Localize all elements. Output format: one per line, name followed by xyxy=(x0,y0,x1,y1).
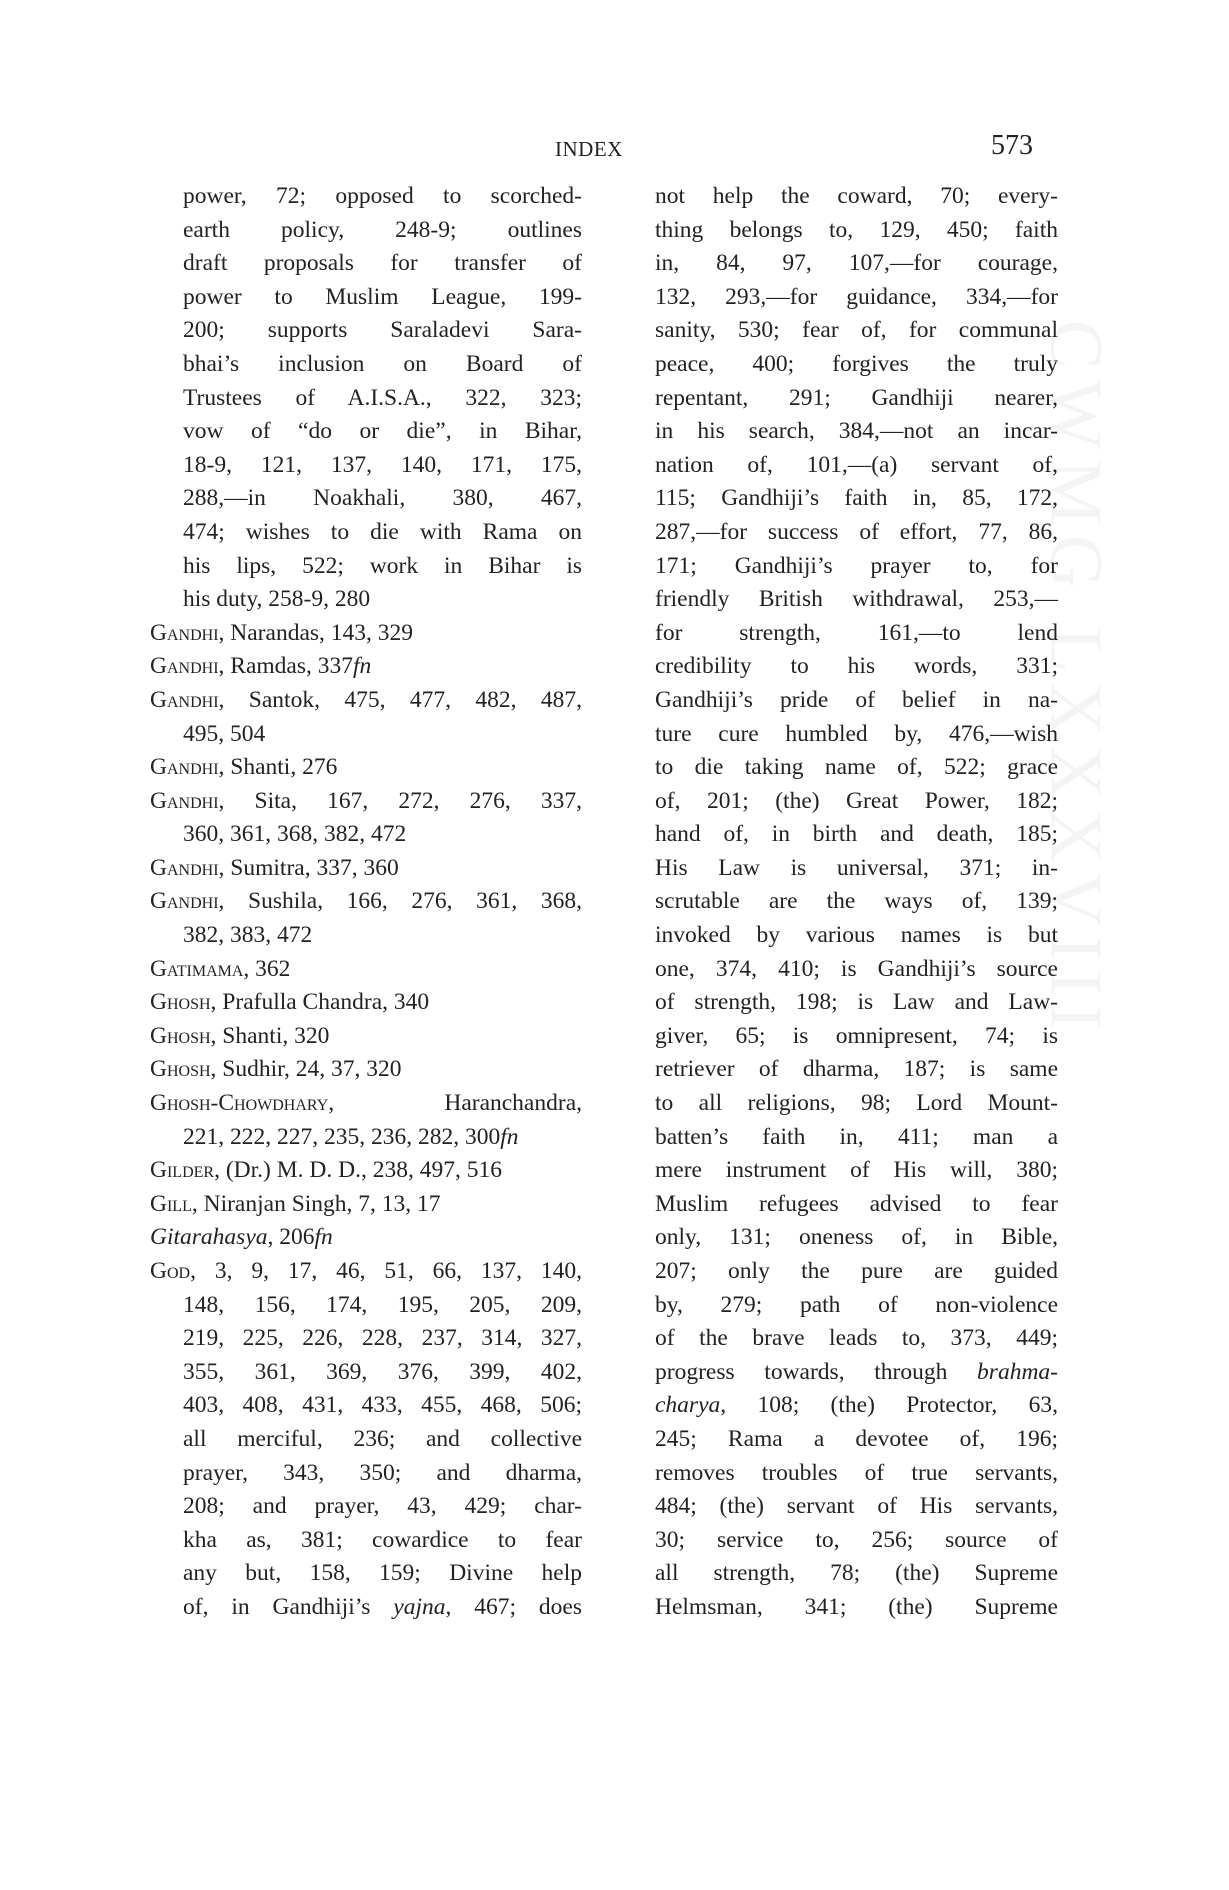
index-text: , (Dr.) M. D. D., 238, 497, 516 xyxy=(214,1157,502,1184)
index-text: 221, 222, 227, 235, 236, 282, 300 xyxy=(183,1123,501,1150)
index-line xyxy=(150,348,582,382)
index-line xyxy=(150,1221,582,1255)
index-text: of the brave leads to, 373, 449; xyxy=(655,1325,1058,1352)
index-text: 495, 504 xyxy=(183,720,266,747)
index-text: retriever of dharma, 187; is same xyxy=(655,1056,1058,1083)
index-line xyxy=(655,1188,1058,1222)
index-line xyxy=(655,751,1058,785)
index-text: for strength, 161,—to lend xyxy=(655,619,1058,646)
index-text: 132, 293,—for guidance, 334,—for xyxy=(655,283,1058,310)
index-line xyxy=(655,1591,1058,1625)
index-line xyxy=(655,415,1058,449)
index-text: scrutable are the ways of, 139; xyxy=(655,888,1058,915)
running-head: INDEX xyxy=(555,137,623,161)
index-text: all merciful, 236; and collective xyxy=(183,1425,582,1452)
index-text: , 467; does xyxy=(445,1593,582,1620)
index-line xyxy=(655,1053,1058,1087)
index-line xyxy=(150,1490,582,1524)
index-line xyxy=(150,986,582,1020)
index-text: 219, 225, 226, 228, 237, 314, 327, xyxy=(183,1325,582,1352)
index-line xyxy=(655,1154,1058,1188)
index-text: credibility to his words, 331; xyxy=(655,653,1058,680)
index-text: brahma- xyxy=(977,1358,1058,1385)
index-line xyxy=(655,919,1058,953)
index-line xyxy=(150,718,582,752)
index-line xyxy=(150,550,582,584)
index-line xyxy=(655,1020,1058,1054)
index-text: hand of, in birth and death, 185; xyxy=(655,821,1058,848)
index-text: 207; only the pure are guided xyxy=(655,1258,1058,1284)
index-text: by, 279; path of non-violence xyxy=(655,1291,1058,1318)
index-line xyxy=(150,1255,582,1289)
index-text: not help the coward, 70; every- xyxy=(655,183,1058,209)
index-text: 115; Gandhiji’s faith in, 85, 172, xyxy=(655,485,1058,512)
index-line xyxy=(655,885,1058,919)
watermark-text: CWMG LXXXVIII xyxy=(1034,320,1117,1040)
index-text: vow of “do or die”, in Bihar, xyxy=(183,418,582,445)
index-text: of, in Gandhiji’s xyxy=(183,1593,394,1620)
index-text: fn xyxy=(500,1123,519,1150)
index-heading: Gandhi xyxy=(150,653,219,680)
index-text: fn xyxy=(353,653,372,680)
index-line xyxy=(150,1020,582,1054)
index-heading: Gilder xyxy=(150,1157,215,1184)
index-line xyxy=(150,1591,582,1625)
index-text: bhai’s inclusion on Board of xyxy=(183,350,582,377)
index-text: , Sita, 167, 272, 276, 337, xyxy=(218,787,582,814)
index-text: 474; wishes to die with Rama on xyxy=(183,518,582,545)
index-text: fn xyxy=(314,1224,333,1251)
index-line xyxy=(150,1154,582,1188)
index-text: , Shanti, 320 xyxy=(210,1022,330,1049)
index-line xyxy=(150,1053,582,1087)
index-text: 200; supports Saraladevi Sara- xyxy=(183,317,582,344)
index-line xyxy=(150,382,582,416)
index-text: 484; (the) servant of His servants, xyxy=(655,1493,1058,1520)
index-heading: Gandhi xyxy=(150,854,219,881)
index-text: 287,—for success of effort, 77, 86, xyxy=(655,518,1058,545)
index-line xyxy=(150,1557,582,1591)
index-text: to die taking name of, 522; grace xyxy=(655,754,1058,781)
index-line xyxy=(150,281,582,315)
index-heading: Gandhi xyxy=(150,686,219,713)
index-text: batten’s faith in, 411; man a xyxy=(655,1123,1058,1150)
index-text: 208; and prayer, 43, 429; char- xyxy=(183,1493,582,1520)
index-text: , Prafulla Chandra, 340 xyxy=(210,989,430,1016)
index-text: , Sushila, 166, 276, 361, 368, xyxy=(218,888,582,915)
index-text: 403, 408, 431, 433, 455, 468, 506; xyxy=(183,1392,582,1419)
index-text: charya xyxy=(655,1392,721,1419)
index-text: , 362 xyxy=(243,955,291,982)
index-line xyxy=(655,449,1058,483)
index-heading: Gill xyxy=(150,1190,192,1217)
index-line xyxy=(150,1423,582,1457)
index-line xyxy=(150,415,582,449)
index-line xyxy=(150,1389,582,1423)
index-line xyxy=(655,1087,1058,1121)
index-text: 288,—in Noakhali, 380, 467, xyxy=(183,485,582,512)
index-line xyxy=(655,1557,1058,1591)
index-line xyxy=(655,516,1058,550)
index-text: 245; Rama a devotee of, 196; xyxy=(655,1425,1058,1452)
page-number: 573 xyxy=(991,130,1033,161)
index-line xyxy=(150,953,582,987)
index-line xyxy=(150,180,582,214)
index-line xyxy=(150,751,582,785)
index-line xyxy=(655,382,1058,416)
index-text: 148, 156, 174, 195, 205, 209, xyxy=(183,1291,582,1318)
index-line xyxy=(150,1188,582,1222)
index-text: draft proposals for transfer of xyxy=(183,250,582,277)
index-text: sanity, 530; fear of, for communal xyxy=(655,317,1058,344)
index-text: of, 201; (the) Great Power, 182; xyxy=(655,787,1058,814)
index-text: , 108; (the) Protector, 63, xyxy=(720,1392,1058,1419)
index-line xyxy=(655,718,1058,752)
index-line xyxy=(150,583,582,617)
index-line xyxy=(655,1356,1058,1390)
index-text: ture cure humbled by, 476,—wish xyxy=(655,720,1058,747)
index-text: 382, 383, 472 xyxy=(183,922,313,949)
index-line xyxy=(150,818,582,852)
index-text: 30; service to, 256; source of xyxy=(655,1526,1058,1553)
index-heading: Gandhi xyxy=(150,619,219,646)
index-text: , Narandas, 143, 329 xyxy=(218,619,414,646)
index-line xyxy=(655,852,1058,886)
index-text: 360, 361, 368, 382, 472 xyxy=(183,821,407,848)
index-line xyxy=(655,550,1058,584)
index-text: , Sumitra, 337, 360 xyxy=(218,854,399,881)
index-text: , Haranchandra, xyxy=(328,1090,582,1117)
index-line xyxy=(150,482,582,516)
index-line xyxy=(655,482,1058,516)
index-heading: Gatimama xyxy=(150,955,244,982)
index-text: any but, 158, 159; Divine help xyxy=(183,1560,582,1587)
index-line xyxy=(150,1356,582,1390)
index-line xyxy=(655,180,1058,214)
index-line xyxy=(150,852,582,886)
index-heading: Ghosh xyxy=(150,989,211,1016)
index-heading: Gandhi xyxy=(150,754,219,781)
index-text: friendly British withdrawal, 253,— xyxy=(655,586,1058,613)
index-line xyxy=(655,1289,1058,1323)
index-text: to all religions, 98; Lord Mount- xyxy=(655,1090,1058,1117)
index-text: giver, 65; is omnipresent, 74; is xyxy=(655,1022,1058,1049)
index-text: nation of, 101,—(a) servant of, xyxy=(655,451,1058,478)
index-line xyxy=(655,1524,1058,1558)
index-heading: Gandhi xyxy=(150,888,219,915)
index-text: 171; Gandhiji’s prayer to, for xyxy=(655,552,1058,579)
index-line xyxy=(150,1121,582,1155)
index-line xyxy=(655,281,1058,315)
index-text: , Sudhir, 24, 37, 320 xyxy=(210,1056,402,1083)
index-line xyxy=(655,986,1058,1020)
index-text: , 3, 9, 17, 46, 51, 66, 137, 140, xyxy=(190,1258,582,1284)
index-line xyxy=(655,785,1058,819)
index-text: his duty, 258-9, 280 xyxy=(183,586,371,613)
index-text: of strength, 198; is Law and Law- xyxy=(655,989,1058,1016)
index-heading: Gandhi xyxy=(150,787,219,814)
index-line xyxy=(150,314,582,348)
index-line xyxy=(655,953,1058,987)
index-text: peace, 400; forgives the truly xyxy=(655,350,1058,377)
index-text: prayer, 343, 350; and dharma, xyxy=(183,1459,582,1486)
index-text: Gitarahasya xyxy=(150,1224,268,1251)
index-text: power, 72; opposed to scorched- xyxy=(183,183,582,209)
index-line xyxy=(655,1221,1058,1255)
index-text: all strength, 78; (the) Supreme xyxy=(655,1560,1058,1587)
index-text: invoked by various names is but xyxy=(655,922,1058,949)
index-line xyxy=(655,818,1058,852)
index-line xyxy=(150,650,582,684)
index-line xyxy=(655,214,1058,248)
index-text: mere instrument of His will, 380; xyxy=(655,1157,1058,1184)
index-line xyxy=(150,1524,582,1558)
index-line xyxy=(150,1289,582,1323)
index-line xyxy=(655,617,1058,651)
index-line xyxy=(150,449,582,483)
index-line xyxy=(655,684,1058,718)
index-text: , Shanti, 276 xyxy=(218,754,338,781)
index-text: thing belongs to, 129, 450; faith xyxy=(655,216,1058,243)
index-heading: Ghosh xyxy=(150,1022,211,1049)
index-text: , 206 xyxy=(267,1224,315,1251)
index-text: in his search, 384,—not an incar- xyxy=(655,418,1058,445)
index-line xyxy=(150,785,582,819)
index-text: Gandhiji’s pride of belief in na- xyxy=(655,686,1058,713)
index-line xyxy=(655,650,1058,684)
index-text: , Santok, 475, 477, 482, 487, xyxy=(218,686,582,713)
index-text: 355, 361, 369, 376, 399, 402, xyxy=(183,1358,582,1385)
index-text: His Law is universal, 371; in- xyxy=(655,854,1058,881)
index-text: yajna xyxy=(393,1593,446,1620)
index-text: repentant, 291; Gandhiji nearer, xyxy=(655,384,1058,411)
index-text: removes troubles of true servants, xyxy=(655,1459,1058,1486)
index-heading: God xyxy=(150,1258,191,1284)
index-line xyxy=(150,1322,582,1356)
index-line xyxy=(655,1322,1058,1356)
index-column-left xyxy=(150,180,582,1625)
index-line xyxy=(150,1457,582,1491)
index-column-right xyxy=(655,180,1058,1625)
index-text: , Ramdas, 337 xyxy=(218,653,353,680)
index-line xyxy=(655,1121,1058,1155)
index-text: kha as, 381; cowardice to fear xyxy=(183,1526,582,1553)
index-line xyxy=(655,1389,1058,1423)
index-line xyxy=(150,919,582,953)
index-text: 18-9, 121, 137, 140, 171, 175, xyxy=(183,451,582,478)
index-text: progress towards, through xyxy=(655,1358,978,1385)
index-heading: Ghosh-Chowdhary xyxy=(150,1090,329,1117)
index-text: earth policy, 248-9; outlines xyxy=(183,216,582,243)
index-text: only, 131; oneness of, in Bible, xyxy=(655,1224,1058,1251)
index-line xyxy=(150,247,582,281)
index-text: in, 84, 97, 107,—for courage, xyxy=(655,250,1058,277)
index-text: Trustees of A.I.S.A., 322, 323; xyxy=(183,384,582,411)
index-text: Muslim refugees advised to fear xyxy=(655,1190,1058,1217)
index-line xyxy=(655,583,1058,617)
index-text: , Niranjan Singh, 7, 13, 17 xyxy=(191,1190,441,1217)
index-line xyxy=(655,247,1058,281)
index-line xyxy=(150,214,582,248)
index-text: his lips, 522; work in Bihar is xyxy=(183,552,582,579)
index-line xyxy=(150,885,582,919)
index-line xyxy=(655,348,1058,382)
index-line xyxy=(655,1423,1058,1457)
index-line xyxy=(150,617,582,651)
index-line xyxy=(150,1087,582,1121)
index-line xyxy=(655,314,1058,348)
index-text: power to Muslim League, 199- xyxy=(183,283,582,310)
index-line xyxy=(655,1255,1058,1289)
index-line xyxy=(150,684,582,718)
index-heading: Ghosh xyxy=(150,1056,211,1083)
index-line xyxy=(655,1457,1058,1491)
index-line xyxy=(150,516,582,550)
index-text: Helmsman, 341; (the) Supreme xyxy=(655,1593,1058,1620)
index-line xyxy=(655,1490,1058,1524)
index-text: one, 374, 410; is Gandhiji’s source xyxy=(655,955,1058,982)
